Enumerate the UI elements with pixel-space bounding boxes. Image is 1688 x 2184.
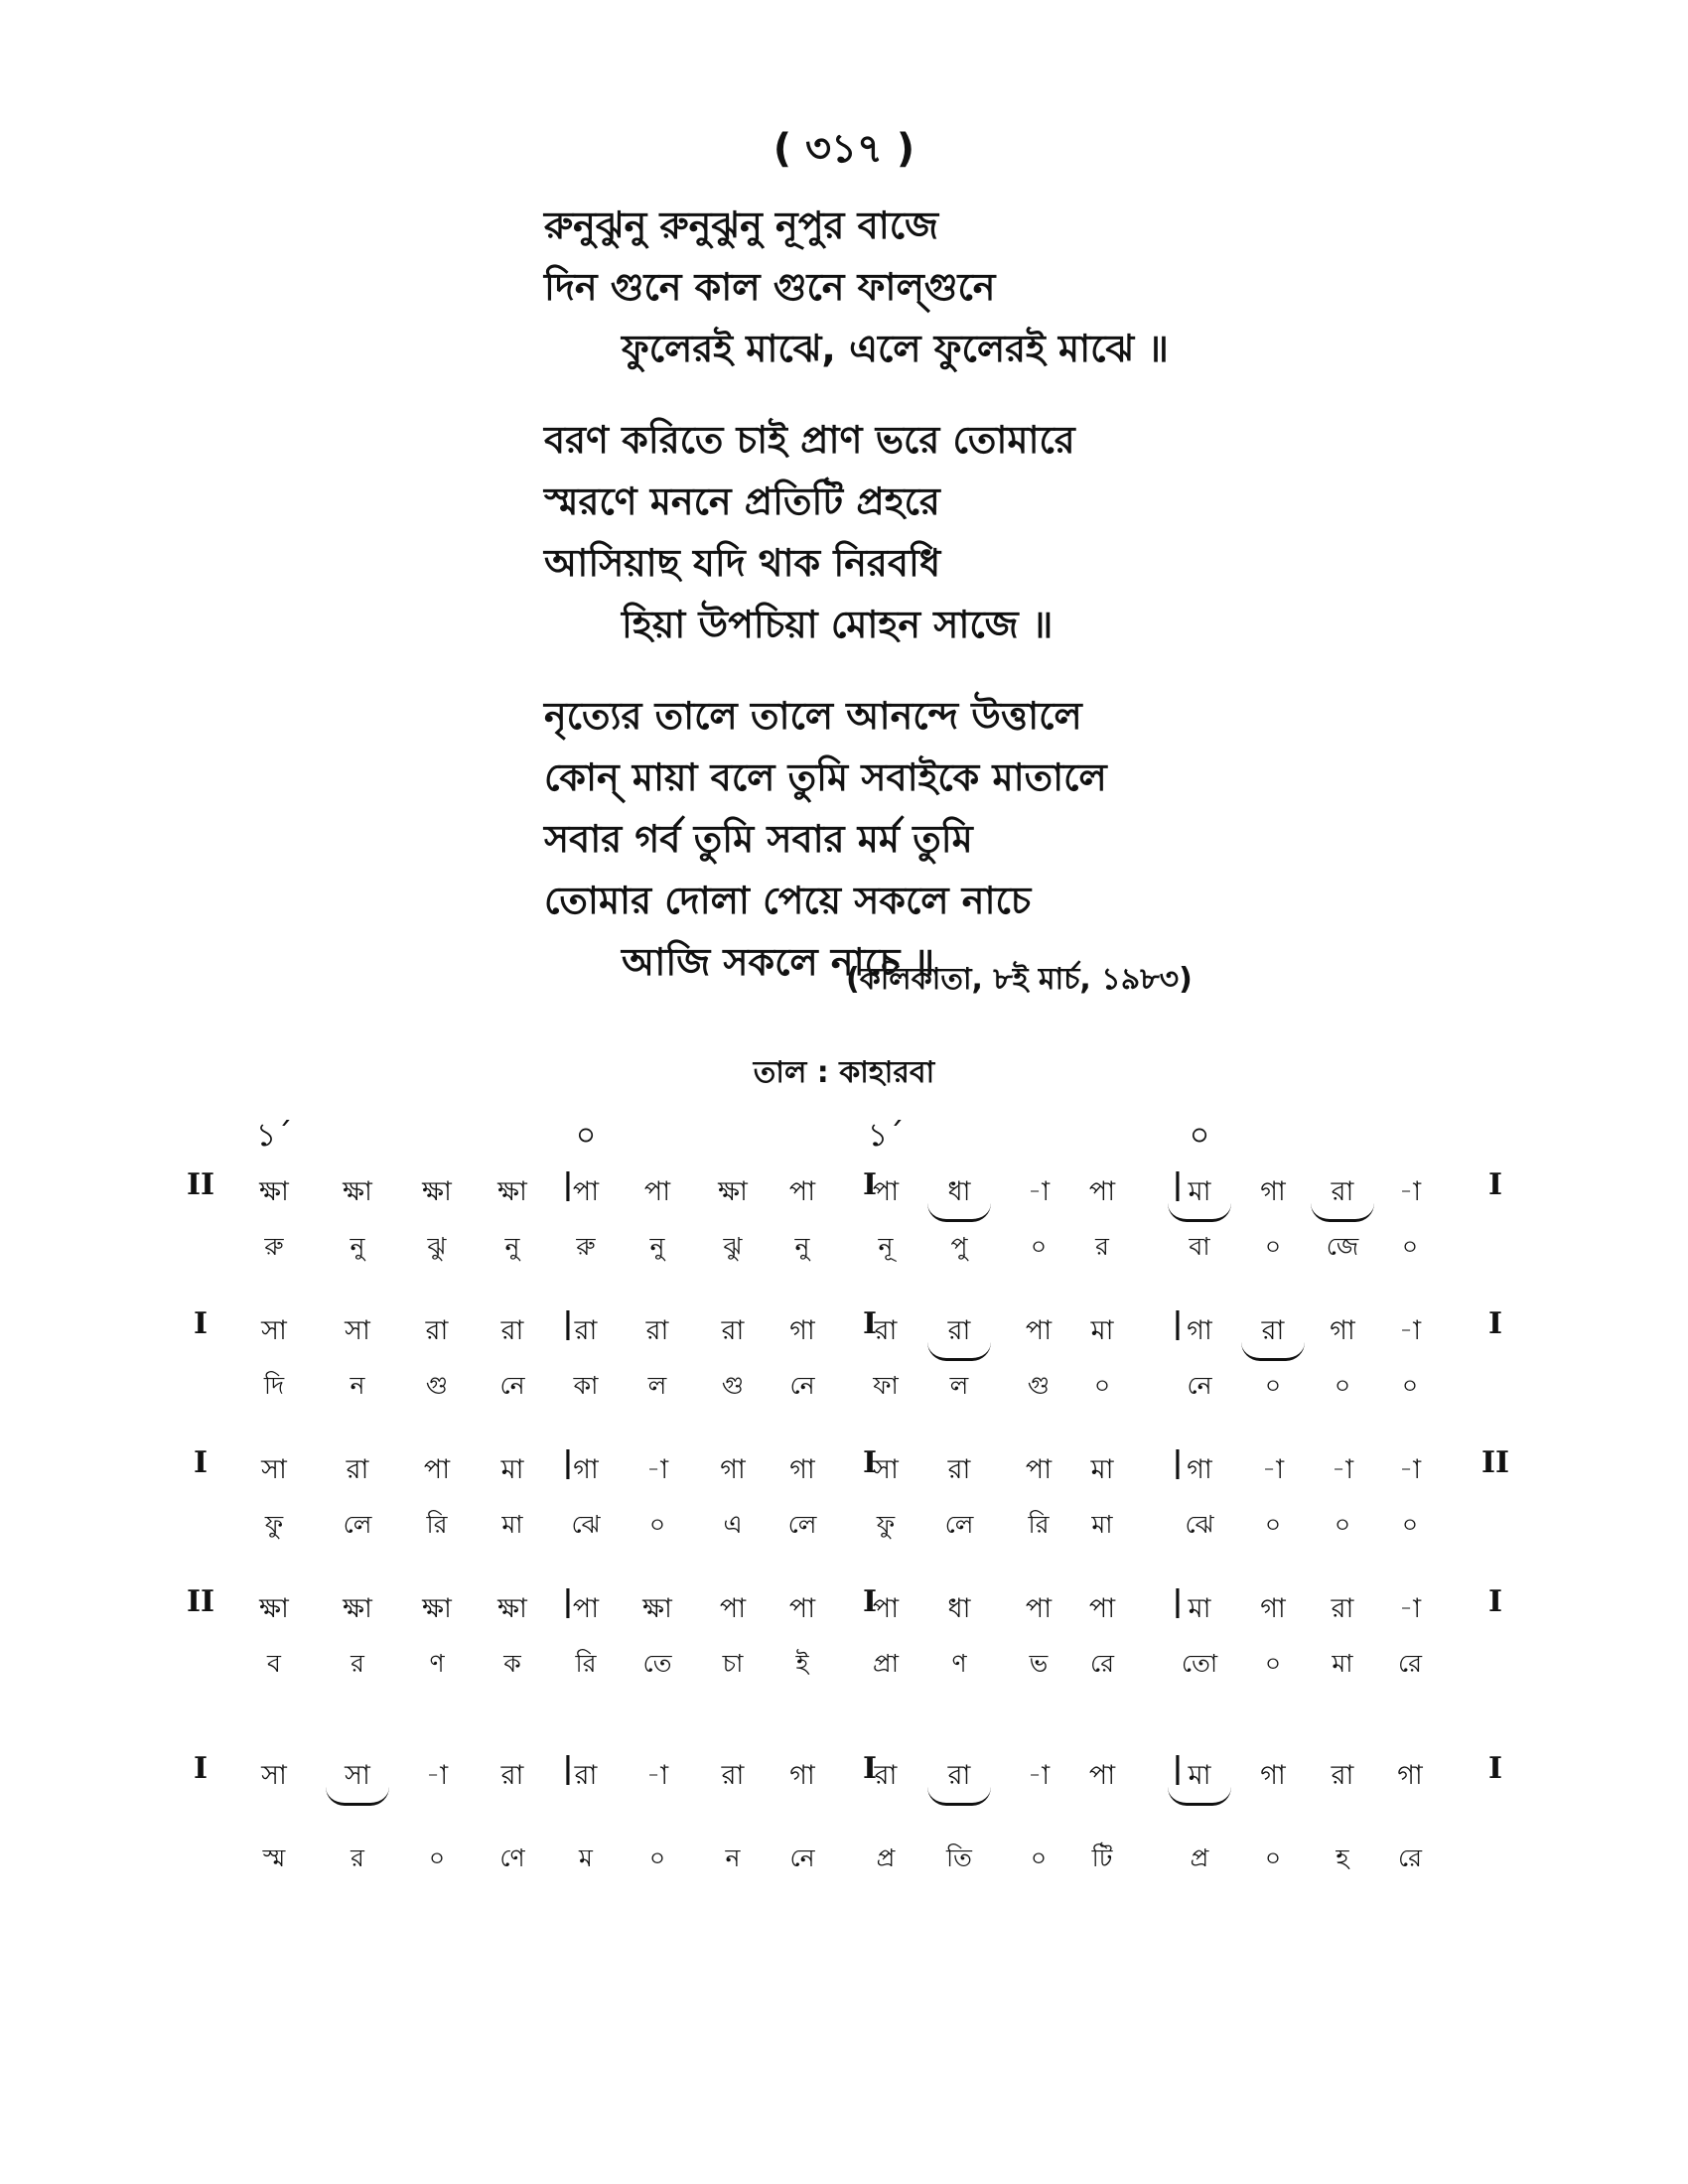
lyric-syllable-row	[169, 1215, 1559, 1271]
barline: |	[1172, 1584, 1184, 1619]
lyric-syllable: এ	[723, 1510, 743, 1539]
swara-note: গা	[1260, 1176, 1286, 1207]
stanza	[544, 409, 1537, 655]
meend-slur	[1168, 1787, 1231, 1806]
lyric-line: আসিয়াছ যদি থাক নিরবধি	[544, 541, 941, 585]
barline: |	[562, 1306, 574, 1341]
lyric-syllable: ক	[503, 1649, 521, 1678]
lyric-syllable: র	[351, 1649, 364, 1678]
lyric-syllable: ণ	[951, 1649, 967, 1678]
swara-note: রা	[574, 1760, 598, 1791]
lyric-syllable: রে	[1090, 1649, 1114, 1678]
barline: I	[862, 1445, 878, 1480]
swara-note: রা	[947, 1454, 971, 1485]
swara-note: সা	[261, 1315, 287, 1346]
swara-note: রা	[1331, 1176, 1354, 1207]
swara-note: -া	[645, 1760, 669, 1791]
swara-note: -া	[645, 1454, 669, 1485]
barline: I	[1487, 1167, 1503, 1202]
swara-note: ক্ষা	[642, 1593, 672, 1624]
lyric-syllable: প্রা	[873, 1649, 899, 1678]
swara-note: পা	[1088, 1176, 1116, 1207]
swara-note: পা	[643, 1176, 671, 1207]
barline: II	[1480, 1445, 1510, 1480]
notation-row	[169, 1160, 1559, 1215]
barline: I	[193, 1306, 209, 1341]
lyric-syllable: রু	[576, 1232, 596, 1261]
lyric-syllable: নু	[350, 1232, 365, 1261]
notation-row	[169, 1298, 1559, 1354]
swara-note: ক্ষা	[343, 1176, 372, 1207]
barline: I	[1487, 1584, 1503, 1619]
swara-note: পা	[572, 1176, 600, 1207]
swara-note: গা	[1187, 1454, 1212, 1485]
lyric-syllable: কা	[573, 1371, 599, 1400]
lyric-syllable: লে	[787, 1510, 817, 1539]
lyric-syllable: র	[351, 1843, 364, 1872]
lyric-line: রুনুঝুনু রুনুঝুনু নূপুর বাজে	[544, 204, 939, 247]
beat-marker: ১´	[867, 1116, 905, 1154]
barline: |	[562, 1584, 574, 1619]
swara-note: রা	[500, 1315, 524, 1346]
beat-marker: ০	[575, 1116, 597, 1154]
lyric-syllable: ন	[725, 1843, 741, 1872]
swara-note: গা	[1330, 1315, 1355, 1346]
lyric-syllable: লে	[343, 1510, 372, 1539]
swara-note: রা	[874, 1315, 898, 1346]
lyric-line: আজি সকলে নাচে ॥	[622, 940, 935, 984]
lyric-syllable: ০	[1264, 1371, 1282, 1400]
barline: |	[562, 1445, 574, 1480]
lyric-line: হিয়া উপচিয়া মোহন সাজে ॥	[622, 603, 1054, 646]
lyric-syllable: ০	[1401, 1510, 1419, 1539]
swara-note: -া	[1398, 1454, 1422, 1485]
barline: I	[862, 1584, 878, 1619]
swara-note: রা	[1331, 1593, 1354, 1624]
lyric-line: দিন গুনে কাল গুনে ফাল্গুনে	[544, 265, 996, 309]
swara-note: রা	[947, 1315, 971, 1346]
swara-note: ধা	[947, 1593, 971, 1624]
lyric-syllable: ০	[1030, 1232, 1048, 1261]
swara-note: ক্ষা	[497, 1593, 527, 1624]
lyric-syllable: ০	[1030, 1843, 1048, 1872]
swara-note: মা	[1090, 1315, 1114, 1346]
swara-note: গা	[1260, 1760, 1286, 1791]
notation-grid	[169, 1104, 1559, 1882]
lyric-syllable: নে	[789, 1843, 815, 1872]
dateline: (কলিকাতা, ৮ই মার্চ, ১৯৮৩)	[846, 962, 1193, 997]
meend-slur	[326, 1787, 389, 1806]
swara-note: পা	[1088, 1760, 1116, 1791]
lyric-syllable: ফু	[264, 1510, 284, 1539]
lyric-syllable: ০	[1401, 1371, 1419, 1400]
lyric-syllable: মা	[1091, 1510, 1113, 1539]
swara-note: পা	[788, 1176, 816, 1207]
swara-note: গা	[789, 1454, 815, 1485]
swara-note: সা	[261, 1454, 287, 1485]
swara-note: গা	[1187, 1315, 1212, 1346]
lyric-syllable: পু	[950, 1232, 968, 1261]
swara-note: পা	[788, 1593, 816, 1624]
swara-note: রা	[574, 1315, 598, 1346]
barline: I	[862, 1167, 878, 1202]
lyric-syllable: ০	[1401, 1232, 1419, 1261]
lyric-syllable: ০	[1334, 1371, 1351, 1400]
lyric-line: তোমার দোলা পেয়ে সকলে নাচে	[544, 879, 1032, 922]
lyric-syllable: ০	[1264, 1843, 1282, 1872]
swara-note: গা	[789, 1315, 815, 1346]
lyric-line: বরণ করিতে চাই প্রাণ ভরে তোমারে	[544, 418, 1075, 462]
lyric-syllable: ই	[795, 1649, 809, 1678]
barline: I	[862, 1751, 878, 1786]
swara-note: পা	[1025, 1454, 1053, 1485]
lyric-syllable: নে	[789, 1371, 815, 1400]
swara-note: ক্ষা	[497, 1176, 527, 1207]
beat-marker: ০	[1189, 1116, 1210, 1154]
lyric-syllable: ঝু	[723, 1232, 743, 1261]
lyric-syllable: রি	[426, 1510, 448, 1539]
swara-note: -া	[1331, 1454, 1354, 1485]
lyric-syllable-row	[169, 1354, 1559, 1410]
swara-note: সা	[873, 1454, 899, 1485]
swara-note: পা	[572, 1593, 600, 1624]
stanza	[544, 195, 1537, 379]
lyric-line: স্মরণে মননে প্রতিটি প্রহরে	[544, 479, 940, 523]
barline: |	[1172, 1445, 1184, 1480]
lyric-syllable: ম	[579, 1843, 593, 1872]
song-lyrics	[544, 195, 1537, 1023]
barline: I	[193, 1751, 209, 1786]
lyric-syllable: ঝু	[427, 1232, 447, 1261]
page-number: ( ৩১৭ )	[773, 126, 915, 172]
lyric-line: কোন্ মায়া বলে তুমি সবাইকে মাতালে	[544, 755, 1107, 799]
notation-row	[169, 1576, 1559, 1632]
lyric-syllable: প্র	[1190, 1843, 1209, 1872]
lyric-syllable: নে	[499, 1371, 525, 1400]
swara-note: -া	[1027, 1176, 1051, 1207]
lyric-syllable: ০	[1264, 1649, 1282, 1678]
lyric-syllable: নূ	[878, 1232, 894, 1261]
barline: I	[1487, 1751, 1503, 1786]
lyric-syllable: গু	[721, 1371, 745, 1400]
barline: I	[862, 1306, 878, 1341]
lyric-syllable: ০	[1264, 1510, 1282, 1539]
swara-note: মা	[500, 1454, 524, 1485]
lyric-syllable: র	[1095, 1232, 1109, 1261]
swara-note: পা	[872, 1176, 900, 1207]
lyric-syllable: তো	[1181, 1649, 1218, 1678]
lyric-syllable: টি	[1091, 1843, 1113, 1872]
swara-note: গা	[720, 1454, 746, 1485]
meend-slur	[927, 1787, 991, 1806]
barline: |	[1172, 1306, 1184, 1341]
lyric-syllable: রি	[1028, 1510, 1050, 1539]
swara-note: -া	[1398, 1593, 1422, 1624]
swara-note: ক্ষা	[718, 1176, 748, 1207]
lyric-syllable: ঝে	[1185, 1510, 1214, 1539]
lyric-syllable: ফু	[876, 1510, 896, 1539]
swara-note: সা	[261, 1760, 287, 1791]
swara-note: -া	[425, 1760, 449, 1791]
swara-note: ক্ষা	[259, 1176, 289, 1207]
swara-note: মা	[1188, 1760, 1211, 1791]
lyric-syllable: রে	[1398, 1649, 1422, 1678]
swara-note: মা	[1188, 1593, 1211, 1624]
lyric-syllable: তি	[946, 1843, 972, 1872]
swara-note: পা	[1088, 1593, 1116, 1624]
swara-note: মা	[1090, 1454, 1114, 1485]
lyric-syllable: ল	[949, 1371, 969, 1400]
swara-note: রা	[645, 1315, 669, 1346]
lyric-syllable: ০	[648, 1510, 666, 1539]
lyric-syllable: ০	[1334, 1510, 1351, 1539]
swara-note: রা	[346, 1454, 369, 1485]
barline: II	[186, 1584, 215, 1619]
lyric-syllable: ০	[428, 1843, 446, 1872]
swara-note: গা	[573, 1454, 599, 1485]
lyric-syllable-row	[169, 1493, 1559, 1549]
lyric-syllable: মা	[1332, 1649, 1353, 1678]
swara-note: রা	[947, 1760, 971, 1791]
lyric-syllable-row	[169, 1827, 1559, 1882]
swara-note: মা	[1188, 1176, 1211, 1207]
swara-note: পা	[719, 1593, 747, 1624]
lyric-syllable: রু	[264, 1232, 284, 1261]
lyric-syllable: ভ	[1029, 1649, 1049, 1678]
barline: I	[1487, 1306, 1503, 1341]
lyric-syllable: লে	[944, 1510, 974, 1539]
swara-note: ক্ষা	[343, 1593, 372, 1624]
barline: II	[186, 1167, 215, 1202]
barline: I	[193, 1445, 209, 1480]
lyric-syllable-row	[169, 1632, 1559, 1688]
lyric-syllable: প্র	[876, 1843, 896, 1872]
swara-note: -া	[1261, 1454, 1285, 1485]
lyric-syllable: বা	[1189, 1232, 1210, 1261]
lyric-syllable: রে	[1398, 1843, 1422, 1872]
notation-row	[169, 1743, 1559, 1799]
swara-note: রা	[1331, 1760, 1354, 1791]
swara-note: রা	[721, 1315, 745, 1346]
swara-note: রা	[425, 1315, 449, 1346]
swara-note: ক্ষা	[422, 1176, 452, 1207]
lyric-syllable: নু	[649, 1232, 665, 1261]
lyric-line: নৃত্যের তালে তালে আনন্দে উত্তালে	[544, 694, 1082, 738]
barline: |	[1172, 1167, 1184, 1202]
lyric-syllable: ০	[648, 1843, 666, 1872]
lyric-syllable: ণ	[429, 1649, 445, 1678]
lyric-syllable: ০	[1093, 1371, 1111, 1400]
swara-note: রা	[500, 1760, 524, 1791]
swara-note: ধা	[947, 1176, 971, 1207]
lyric-syllable: গু	[1027, 1371, 1051, 1400]
taal-heading: তাল : কাহারবা	[753, 1055, 935, 1090]
lyric-syllable: স্ম	[262, 1843, 286, 1872]
lyric-syllable: রি	[575, 1649, 597, 1678]
lyric-syllable: ব	[267, 1649, 281, 1678]
swara-note: -া	[1398, 1315, 1422, 1346]
swara-note: রা	[874, 1760, 898, 1791]
swara-note: সা	[345, 1315, 370, 1346]
lyric-syllable: ঝে	[571, 1510, 601, 1539]
lyric-syllable: ল	[647, 1371, 667, 1400]
swara-note: পা	[872, 1593, 900, 1624]
barline: |	[1172, 1751, 1184, 1786]
swara-note: রা	[721, 1760, 745, 1791]
swara-note: গা	[1260, 1593, 1286, 1624]
swara-note: -া	[1398, 1176, 1422, 1207]
lyric-syllable: নু	[504, 1232, 520, 1261]
lyric-syllable: ণে	[499, 1843, 525, 1872]
swara-note: পা	[1025, 1593, 1053, 1624]
lyric-syllable: গু	[425, 1371, 449, 1400]
lyric-syllable: ০	[1264, 1232, 1282, 1261]
lyric-syllable: নু	[794, 1232, 810, 1261]
notation-row	[169, 1437, 1559, 1493]
lyric-syllable: ফা	[873, 1371, 899, 1400]
lyric-syllable: দি	[263, 1371, 285, 1400]
stanza	[544, 685, 1537, 993]
barline: |	[562, 1751, 574, 1786]
swara-note: গা	[1397, 1760, 1423, 1791]
lyric-syllable: হ	[1336, 1843, 1349, 1872]
lyric-syllable: জে	[1326, 1232, 1359, 1261]
lyric-syllable: চা	[722, 1649, 744, 1678]
swara-note: গা	[789, 1760, 815, 1791]
beat-marker-row	[169, 1104, 1559, 1160]
swara-note: রা	[1261, 1315, 1285, 1346]
swara-note: ক্ষা	[259, 1593, 289, 1624]
swara-note: পা	[1025, 1315, 1053, 1346]
lyric-syllable: তে	[642, 1649, 672, 1678]
swara-note: পা	[423, 1454, 451, 1485]
lyric-line: ফুলেরই মাঝে, এলে ফুলেরই মাঝে ॥	[622, 327, 1169, 370]
beat-marker: ১´	[255, 1116, 293, 1154]
barline: |	[562, 1167, 574, 1202]
swara-note: সা	[345, 1760, 370, 1791]
lyric-syllable: ন	[350, 1371, 365, 1400]
lyric-syllable: মা	[501, 1510, 523, 1539]
swara-note: ক্ষা	[422, 1593, 452, 1624]
lyric-line: সবার গর্ব তুমি সবার মর্ম তুমি	[544, 817, 973, 861]
swara-note: -া	[1027, 1760, 1051, 1791]
lyric-syllable: নে	[1187, 1371, 1212, 1400]
